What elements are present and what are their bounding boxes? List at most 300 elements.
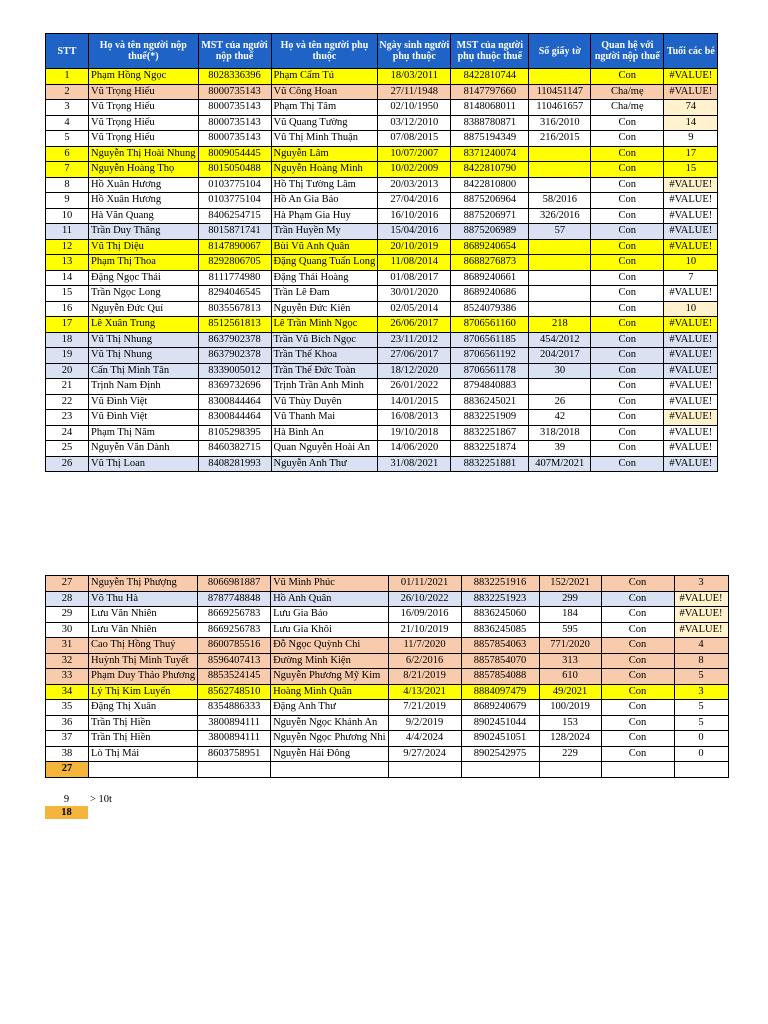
cell[interactable]: Lý Thị Kim Luyến <box>89 684 198 700</box>
cell[interactable]: 03/12/2010 <box>378 115 451 131</box>
cell[interactable]: 8369732696 <box>198 379 271 395</box>
cell[interactable]: #VALUE! <box>664 363 718 379</box>
cell[interactable]: 16 <box>46 301 89 317</box>
cell[interactable]: #VALUE! <box>664 286 718 302</box>
cell[interactable]: 8 <box>674 653 728 669</box>
cell[interactable]: Trần Thế Khoa <box>271 348 378 364</box>
cell[interactable]: Con <box>591 379 664 395</box>
cell[interactable]: #VALUE! <box>664 441 718 457</box>
cell[interactable]: Trần Huyền My <box>271 224 378 240</box>
cell[interactable]: #VALUE! <box>664 379 718 395</box>
cell[interactable]: 6 <box>46 146 89 162</box>
cell[interactable]: 8300844464 <box>198 394 271 410</box>
cell[interactable]: 8422810744 <box>451 69 529 85</box>
cell[interactable]: 7 <box>46 162 89 178</box>
cell[interactable]: 33 <box>46 669 89 685</box>
cell[interactable]: Vũ Thị Nhung <box>89 332 199 348</box>
cell[interactable]: 10 <box>46 208 89 224</box>
cell[interactable]: 8524079386 <box>451 301 529 317</box>
cell[interactable]: 8015871741 <box>198 224 271 240</box>
cell[interactable]: 8028336396 <box>198 69 271 85</box>
cell[interactable]: Hà Bình An <box>271 425 378 441</box>
cell[interactable]: 8388780871 <box>451 115 529 131</box>
cell[interactable]: Con <box>601 746 674 762</box>
cell[interactable]: 8/21/2019 <box>388 669 461 685</box>
cell[interactable]: Nguyễn Anh Thư <box>271 456 378 472</box>
cell[interactable]: 18/03/2011 <box>378 69 451 85</box>
cell[interactable]: 595 <box>539 622 601 638</box>
cell[interactable]: Con <box>591 363 664 379</box>
cell[interactable]: 11/08/2014 <box>378 255 451 271</box>
cell[interactable]: 29 <box>46 607 89 623</box>
cell[interactable]: 8836245085 <box>461 622 539 638</box>
cell[interactable]: 7 <box>664 270 718 286</box>
cell[interactable]: Nguyễn Hải Đông <box>271 746 388 762</box>
cell[interactable]: Con <box>601 684 674 700</box>
cell[interactable]: Phạm Hồng Ngọc <box>89 69 199 85</box>
cell[interactable]: 8875206989 <box>451 224 529 240</box>
cell[interactable]: 5 <box>46 131 89 147</box>
cell[interactable]: 27/04/2016 <box>378 193 451 209</box>
cell[interactable]: 32 <box>46 653 89 669</box>
cell[interactable]: 4/4/2024 <box>388 731 461 747</box>
cell[interactable]: #VALUE! <box>664 456 718 472</box>
cell[interactable]: Trần Vũ Bích Ngọc <box>271 332 378 348</box>
cell[interactable]: Vũ Trọng Hiếu <box>89 84 199 100</box>
cell[interactable]: Vũ Thị Nhung <box>89 348 199 364</box>
cell[interactable]: 218 <box>529 317 591 333</box>
cell[interactable]: 6/2/2016 <box>388 653 461 669</box>
cell[interactable]: #VALUE! <box>664 425 718 441</box>
cell[interactable]: Con <box>601 731 674 747</box>
cell[interactable]: Nguyễn Thị Phượng <box>89 576 198 592</box>
cell[interactable]: 9 <box>46 193 89 209</box>
cell[interactable]: 16/10/2016 <box>378 208 451 224</box>
cell[interactable]: 2 <box>46 84 89 100</box>
cell[interactable]: 8066981887 <box>198 576 271 592</box>
cell[interactable]: 8460382715 <box>198 441 271 457</box>
cell[interactable]: 27/06/2017 <box>378 348 451 364</box>
cell[interactable]: 8000735143 <box>198 84 271 100</box>
cell[interactable]: Trịnh Trần Anh Minh <box>271 379 378 395</box>
cell[interactable]: Hồ An Gia Bảo <box>271 193 378 209</box>
cell[interactable]: Vũ Đình Việt <box>89 394 199 410</box>
cell[interactable] <box>529 239 591 255</box>
cell[interactable]: 30 <box>46 622 89 638</box>
cell[interactable]: Trần Thị Hiền <box>89 731 198 747</box>
cell[interactable]: 8688276873 <box>451 255 529 271</box>
cell[interactable]: 8300844464 <box>198 410 271 426</box>
cell[interactable]: 12 <box>46 239 89 255</box>
cell[interactable]: 8832251867 <box>451 425 529 441</box>
cell[interactable]: 3800894111 <box>198 715 271 731</box>
cell[interactable]: 27/11/1948 <box>378 84 451 100</box>
cell[interactable]: Vũ Trọng Hiếu <box>89 131 199 147</box>
cell[interactable]: Con <box>591 394 664 410</box>
cell[interactable]: 5 <box>674 669 728 685</box>
cell[interactable]: 8902542975 <box>461 746 539 762</box>
cell[interactable]: 8562748510 <box>198 684 271 700</box>
cell[interactable]: 316/2010 <box>529 115 591 131</box>
cell[interactable]: Đặng Ngọc Thái <box>89 270 199 286</box>
cell[interactable]: Con <box>601 653 674 669</box>
cell[interactable]: Con <box>591 348 664 364</box>
cell[interactable]: Con <box>591 131 664 147</box>
cell[interactable]: #VALUE! <box>664 410 718 426</box>
cell[interactable]: Con <box>591 224 664 240</box>
cell[interactable]: 19 <box>46 348 89 364</box>
cell[interactable]: 8354886333 <box>198 700 271 716</box>
cell[interactable] <box>529 301 591 317</box>
cell[interactable]: Đặng Thái Hoàng <box>271 270 378 286</box>
cell[interactable]: 16/08/2013 <box>378 410 451 426</box>
cell[interactable]: 23 <box>46 410 89 426</box>
cell[interactable]: Hồ Xuân Hương <box>89 193 199 209</box>
cell[interactable]: 8000735143 <box>198 100 271 116</box>
cell[interactable]: 8512561813 <box>198 317 271 333</box>
cell[interactable]: 8147797660 <box>451 84 529 100</box>
cell[interactable]: Vũ Thị Minh Thuận <box>271 131 378 147</box>
cell[interactable]: Con <box>591 162 664 178</box>
cell[interactable]: Lưu Gia Bảo <box>271 607 388 623</box>
cell[interactable]: Nguyễn Lâm <box>271 146 378 162</box>
cell[interactable]: Con <box>591 332 664 348</box>
cell[interactable]: #VALUE! <box>664 208 718 224</box>
cell[interactable]: #VALUE! <box>664 177 718 193</box>
cell[interactable]: 110461657 <box>529 100 591 116</box>
cell[interactable]: Con <box>591 425 664 441</box>
cell[interactable]: Hồ Anh Quân <box>271 591 388 607</box>
cell[interactable]: 31 <box>46 638 89 654</box>
cell[interactable] <box>529 286 591 302</box>
cell[interactable]: 8292806705 <box>198 255 271 271</box>
cell[interactable]: Con <box>601 622 674 638</box>
cell[interactable]: Con <box>591 456 664 472</box>
cell[interactable]: 01/11/2021 <box>388 576 461 592</box>
cell[interactable]: Con <box>591 255 664 271</box>
cell[interactable]: Nguyễn Ngọc Phương Nhi <box>271 731 388 747</box>
cell[interactable]: Đặng Quang Tuấn Long <box>271 255 378 271</box>
cell[interactable]: Phạm Cẩm Tú <box>271 69 378 85</box>
cell[interactable]: Con <box>591 146 664 162</box>
cell[interactable]: Con <box>591 208 664 224</box>
cell[interactable]: 313 <box>539 653 601 669</box>
cell[interactable]: 8422810800 <box>451 177 529 193</box>
cell[interactable]: 14/01/2015 <box>378 394 451 410</box>
cell[interactable]: #VALUE! <box>664 69 718 85</box>
cell[interactable]: 8408281993 <box>198 456 271 472</box>
cell[interactable]: #VALUE! <box>664 84 718 100</box>
cell[interactable]: 8637902378 <box>198 348 271 364</box>
cell[interactable]: Trần Duy Thăng <box>89 224 199 240</box>
cell[interactable]: 0 <box>674 731 728 747</box>
cell[interactable] <box>529 69 591 85</box>
cell[interactable]: Nguyễn Thị Hoài Nhung <box>89 146 199 162</box>
cell[interactable]: 8294046545 <box>198 286 271 302</box>
cell[interactable]: Hồ Xuân Hương <box>89 177 199 193</box>
cell[interactable]: Con <box>591 301 664 317</box>
cell[interactable]: 3800894111 <box>198 731 271 747</box>
cell[interactable]: 8857854063 <box>461 638 539 654</box>
cell[interactable]: 8669256783 <box>198 607 271 623</box>
cell[interactable]: 8339005012 <box>198 363 271 379</box>
cell[interactable]: 110451147 <box>529 84 591 100</box>
cell[interactable]: Trần Thế Đức Toàn <box>271 363 378 379</box>
cell[interactable]: Nguyễn Phương Mỹ Kim <box>271 669 388 685</box>
cell[interactable]: 326/2016 <box>529 208 591 224</box>
cell[interactable]: 152/2021 <box>539 576 601 592</box>
cell[interactable]: Con <box>591 193 664 209</box>
cell[interactable]: 10 <box>664 255 718 271</box>
cell[interactable]: 26/01/2022 <box>378 379 451 395</box>
cell[interactable]: Vũ Đình Việt <box>89 410 199 426</box>
cell[interactable]: 4/13/2021 <box>388 684 461 700</box>
cell[interactable] <box>529 146 591 162</box>
cell[interactable]: 39 <box>529 441 591 457</box>
cell[interactable]: 216/2015 <box>529 131 591 147</box>
cell[interactable]: Hà Văn Quang <box>89 208 199 224</box>
cell[interactable]: 184 <box>539 607 601 623</box>
cell[interactable]: 20/03/2013 <box>378 177 451 193</box>
cell[interactable]: 318/2018 <box>529 425 591 441</box>
cell[interactable]: #VALUE! <box>674 622 728 638</box>
cell[interactable]: 8836245021 <box>451 394 529 410</box>
cell[interactable]: 17 <box>46 317 89 333</box>
cell[interactable]: 22 <box>46 394 89 410</box>
cell[interactable]: 02/10/1950 <box>378 100 451 116</box>
cell[interactable]: 8105298395 <box>198 425 271 441</box>
cell[interactable]: Cao Thị Hồng Thuý <box>89 638 198 654</box>
cell[interactable]: 49/2021 <box>539 684 601 700</box>
cell[interactable]: Cấn Thị Minh Tân <box>89 363 199 379</box>
cell[interactable]: 454/2012 <box>529 332 591 348</box>
cell[interactable]: Vũ Thị Diệu <box>89 239 199 255</box>
cell[interactable]: 0103775104 <box>198 177 271 193</box>
cell[interactable]: #VALUE! <box>664 394 718 410</box>
cell[interactable]: Đặng Anh Thư <box>271 700 388 716</box>
cell[interactable]: 8015050488 <box>198 162 271 178</box>
cell[interactable]: 42 <box>529 410 591 426</box>
cell[interactable]: 30 <box>529 363 591 379</box>
total-count-cell[interactable]: 27 <box>46 762 89 778</box>
cell[interactable]: 8603758951 <box>198 746 271 762</box>
cell[interactable]: 8853524145 <box>198 669 271 685</box>
cell[interactable]: 23/11/2012 <box>378 332 451 348</box>
cell[interactable]: Phạm Thị Thoa <box>89 255 199 271</box>
cell[interactable] <box>529 162 591 178</box>
cell[interactable]: Con <box>601 576 674 592</box>
cell[interactable]: 57 <box>529 224 591 240</box>
cell[interactable]: 8832251916 <box>461 576 539 592</box>
cell[interactable]: Nguyễn Văn Dành <box>89 441 199 457</box>
cell[interactable]: Nguyễn Hoàng Thọ <box>89 162 199 178</box>
cell[interactable]: Con <box>591 270 664 286</box>
cell[interactable]: 31/08/2021 <box>378 456 451 472</box>
cell[interactable]: 14 <box>664 115 718 131</box>
cell[interactable]: Con <box>591 115 664 131</box>
cell[interactable]: 8689240679 <box>461 700 539 716</box>
cell[interactable] <box>529 270 591 286</box>
cell[interactable]: Lưu Văn Nhiên <box>89 622 198 638</box>
cell[interactable]: Con <box>591 441 664 457</box>
cell[interactable]: Con <box>601 607 674 623</box>
cell[interactable]: 5 <box>674 700 728 716</box>
cell[interactable]: 27 <box>46 576 89 592</box>
cell[interactable]: Hoàng Minh Quân <box>271 684 388 700</box>
cell[interactable]: 26/06/2017 <box>378 317 451 333</box>
cell[interactable]: 11 <box>46 224 89 240</box>
cell[interactable]: Võ Thu Hà <box>89 591 198 607</box>
cell[interactable]: Phạm Duy Thảo Phương <box>89 669 198 685</box>
cell[interactable]: 3 <box>46 100 89 116</box>
cell[interactable]: Vũ Trọng Hiếu <box>89 100 199 116</box>
cell[interactable]: Lò Thị Mái <box>89 746 198 762</box>
cell[interactable]: 8600785516 <box>198 638 271 654</box>
cell[interactable]: #VALUE! <box>664 239 718 255</box>
cell[interactable]: 26 <box>529 394 591 410</box>
cell[interactable]: Nguyễn Đức Kiên <box>271 301 378 317</box>
cell[interactable]: 20/10/2019 <box>378 239 451 255</box>
cell[interactable]: 8406254715 <box>198 208 271 224</box>
cell[interactable]: Nguyễn Đức Quí <box>89 301 199 317</box>
cell[interactable]: 7/21/2019 <box>388 700 461 716</box>
cell[interactable]: 8857854070 <box>461 653 539 669</box>
cell[interactable]: #VALUE! <box>664 317 718 333</box>
cell[interactable]: 5 <box>674 715 728 731</box>
cell[interactable]: 01/08/2017 <box>378 270 451 286</box>
cell[interactable]: Con <box>591 177 664 193</box>
cell[interactable]: 8035567813 <box>198 301 271 317</box>
cell[interactable]: 100/2019 <box>539 700 601 716</box>
cell[interactable] <box>529 379 591 395</box>
cell[interactable]: 9 <box>664 131 718 147</box>
cell[interactable]: 38 <box>46 746 89 762</box>
cell[interactable]: 8689240661 <box>451 270 529 286</box>
cell[interactable]: 13 <box>46 255 89 271</box>
cell[interactable]: Con <box>601 715 674 731</box>
cell[interactable]: 771/2020 <box>539 638 601 654</box>
cell[interactable]: 8832251881 <box>451 456 529 472</box>
cell[interactable]: 153 <box>539 715 601 731</box>
cell[interactable]: Trịnh Nam Định <box>89 379 199 395</box>
cell[interactable]: Huỳnh Thị Minh Tuyết <box>89 653 198 669</box>
cell[interactable]: #VALUE! <box>664 224 718 240</box>
cell[interactable]: Lê Trần Minh Ngọc <box>271 317 378 333</box>
cell[interactable]: 8832251874 <box>451 441 529 457</box>
cell[interactable]: Cha/mẹ <box>591 84 664 100</box>
cell[interactable]: Vũ Công Hoan <box>271 84 378 100</box>
cell[interactable]: Phạm Thị Năm <box>89 425 199 441</box>
cell[interactable]: 26/10/2022 <box>388 591 461 607</box>
cell[interactable]: 299 <box>539 591 601 607</box>
cell[interactable]: 21 <box>46 379 89 395</box>
cell[interactable]: Con <box>601 700 674 716</box>
cell[interactable]: Con <box>601 638 674 654</box>
cell[interactable]: 610 <box>539 669 601 685</box>
cell[interactable]: 4 <box>46 115 89 131</box>
cell[interactable]: 02/05/2014 <box>378 301 451 317</box>
cell[interactable]: 8637902378 <box>198 332 271 348</box>
cell[interactable]: 15 <box>46 286 89 302</box>
cell[interactable]: #VALUE! <box>674 591 728 607</box>
cell[interactable]: Đỗ Ngọc Quỳnh Chi <box>271 638 388 654</box>
cell[interactable]: 11/7/2020 <box>388 638 461 654</box>
cell[interactable]: Trần Lê Đam <box>271 286 378 302</box>
cell[interactable]: 8689240654 <box>451 239 529 255</box>
cell[interactable]: 26 <box>46 456 89 472</box>
cell[interactable]: #VALUE! <box>664 348 718 364</box>
cell[interactable]: 8857854088 <box>461 669 539 685</box>
cell[interactable]: #VALUE! <box>664 332 718 348</box>
cell[interactable]: 35 <box>46 700 89 716</box>
cell[interactable]: 21/10/2019 <box>388 622 461 638</box>
cell[interactable]: 8000735143 <box>198 131 271 147</box>
cell[interactable]: Hà Phạm Gia Huy <box>271 208 378 224</box>
cell[interactable]: Con <box>601 591 674 607</box>
cell[interactable]: Vũ Minh Phúc <box>271 576 388 592</box>
cell[interactable]: 8706561178 <box>451 363 529 379</box>
cell[interactable]: 8147890067 <box>198 239 271 255</box>
cell[interactable]: 8689240686 <box>451 286 529 302</box>
cell[interactable]: 15 <box>664 162 718 178</box>
cell[interactable]: 8111774980 <box>198 270 271 286</box>
cell[interactable]: 9/2/2019 <box>388 715 461 731</box>
cell[interactable]: Lê Xuân Trung <box>89 317 199 333</box>
cell[interactable]: 8706561192 <box>451 348 529 364</box>
cell[interactable]: 19/10/2018 <box>378 425 451 441</box>
cell[interactable]: 17 <box>664 146 718 162</box>
cell[interactable]: 8884097479 <box>461 684 539 700</box>
cell[interactable]: Con <box>591 317 664 333</box>
cell[interactable]: 8009054445 <box>198 146 271 162</box>
cell[interactable]: 36 <box>46 715 89 731</box>
cell[interactable]: 8706561185 <box>451 332 529 348</box>
cell[interactable]: Nguyễn Ngọc Khánh An <box>271 715 388 731</box>
cell[interactable]: 8875194349 <box>451 131 529 147</box>
cell[interactable]: Vũ Thanh Mai <box>271 410 378 426</box>
cell[interactable]: 10/02/2009 <box>378 162 451 178</box>
cell[interactable]: Vũ Quang Tường <box>271 115 378 131</box>
cell[interactable]: Con <box>591 286 664 302</box>
cell[interactable]: 24 <box>46 425 89 441</box>
cell[interactable]: 8794840883 <box>451 379 529 395</box>
cell[interactable]: 3 <box>674 684 728 700</box>
cell[interactable]: 204/2017 <box>529 348 591 364</box>
cell[interactable]: Đặng Thị Xuân <box>89 700 198 716</box>
cell[interactable]: Trần Thị Hiền <box>89 715 198 731</box>
cell[interactable]: 18/12/2020 <box>378 363 451 379</box>
cell[interactable]: 16/09/2016 <box>388 607 461 623</box>
cell[interactable]: 407M/2021 <box>529 456 591 472</box>
cell[interactable]: 8875206964 <box>451 193 529 209</box>
cell[interactable]: 8836245060 <box>461 607 539 623</box>
cell[interactable]: 8 <box>46 177 89 193</box>
cell[interactable]: 25 <box>46 441 89 457</box>
cell[interactable]: 58/2016 <box>529 193 591 209</box>
cell[interactable]: 34 <box>46 684 89 700</box>
cell[interactable]: Vũ Thùy Duyên <box>271 394 378 410</box>
cell[interactable]: 30/01/2020 <box>378 286 451 302</box>
cell[interactable]: 28 <box>46 591 89 607</box>
cell[interactable]: 8669256783 <box>198 622 271 638</box>
cell[interactable]: Nguyễn Hoàng Minh <box>271 162 378 178</box>
cell[interactable]: Con <box>601 669 674 685</box>
cell[interactable]: 8787748848 <box>198 591 271 607</box>
cell[interactable]: 8832251923 <box>461 591 539 607</box>
cell[interactable]: Hồ Thị Tường Lâm <box>271 177 378 193</box>
cell[interactable]: 128/2024 <box>539 731 601 747</box>
cell[interactable]: 20 <box>46 363 89 379</box>
